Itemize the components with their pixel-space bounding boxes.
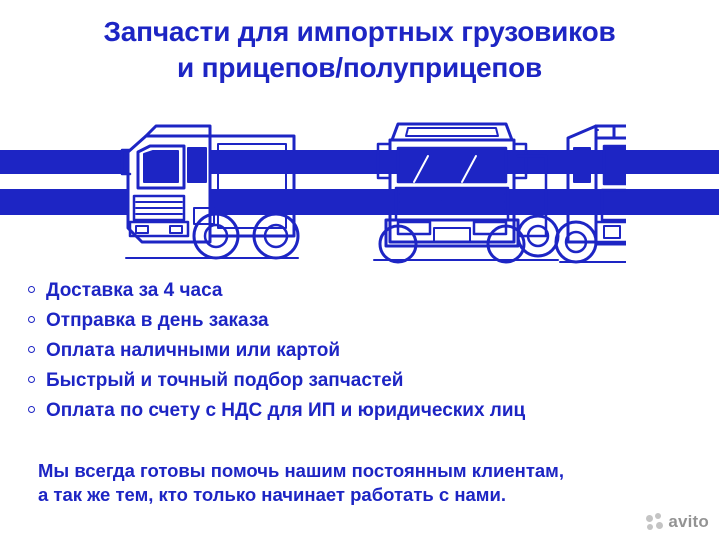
- list-item: [28, 401, 688, 422]
- bullet-point-icon: [28, 286, 35, 293]
- list-item-label: Отправка в день заказа: [46, 309, 269, 331]
- list-item: [28, 281, 688, 302]
- list-item-label: Быстрый и точный подбор запчастей: [46, 369, 404, 391]
- list-item-label: Оплата по счету с НДС для ИП и юридических лиц: [46, 399, 526, 421]
- bullet-point-icon: [28, 376, 35, 383]
- list-item: [28, 341, 688, 362]
- bullet-point-icon: [28, 346, 35, 353]
- features-list: [28, 281, 688, 430]
- list-item: [28, 311, 688, 332]
- list-item-label: Доставка за 4 часа: [46, 280, 223, 301]
- footer-message-line-1: Мы всегда готовы помочь нашим постоянным клиентам,: [38, 460, 564, 481]
- page-title-line-1: Запчасти для импортных грузовиков: [103, 16, 616, 47]
- bullet-point-icon: [28, 406, 35, 413]
- page-title: [0, 14, 719, 86]
- bullet-point-icon: [28, 316, 35, 323]
- page-title-line-2: и прицепов/полуприцепов: [177, 51, 542, 83]
- avito-watermark-label: avito: [668, 512, 709, 531]
- footer-message-line-2: а так же тем, кто только начинает работать с нами.: [38, 484, 506, 506]
- list-item: [28, 371, 688, 392]
- three-trucks-illustration: [98, 96, 626, 271]
- avito-logo-icon: [646, 513, 666, 531]
- avito-watermark: [646, 512, 709, 532]
- footer-message: [38, 459, 688, 508]
- list-item-label: Оплата наличными или картой: [46, 339, 341, 361]
